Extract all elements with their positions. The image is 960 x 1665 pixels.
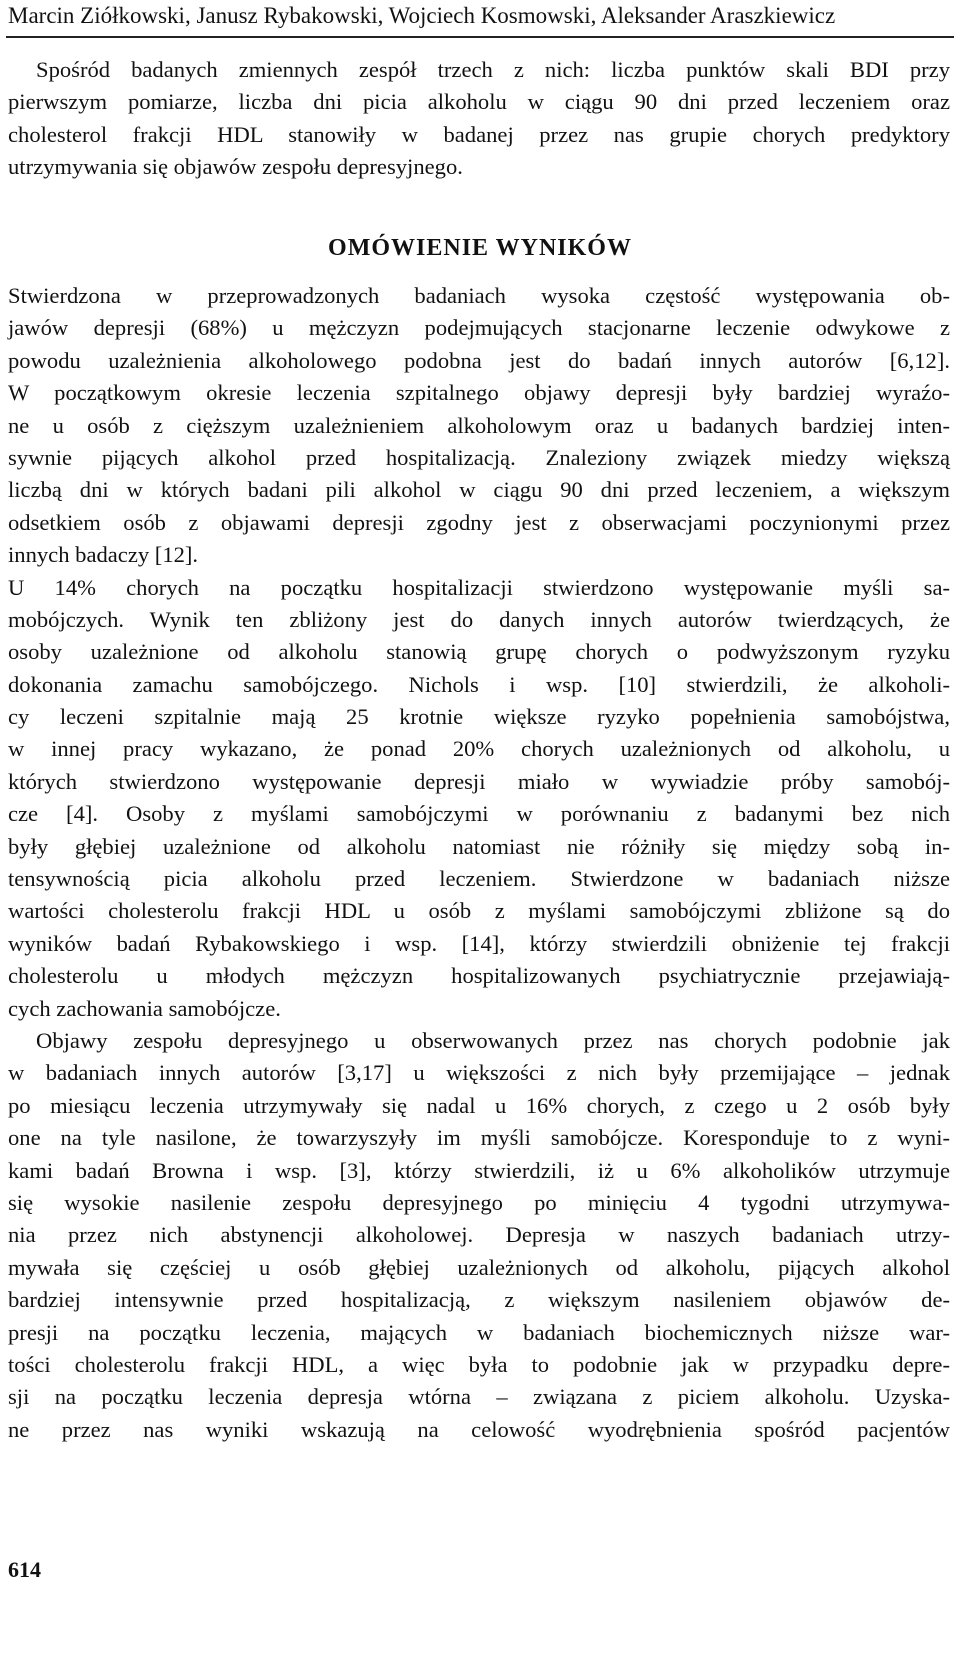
text-line: W początkowym okresie leczenia szpitalnego objawy depresji były bardziej wyraźo- <box>8 380 950 406</box>
text-line: innych badaczy [12]. <box>8 542 199 568</box>
text-line: jawów depresji (68%) u mężczyzn podejmujących stacjonarne leczenie odwykowe z <box>8 315 950 341</box>
text-line: cze [4]. Osoby z myślami samobójczymi w porównaniu z badanymi bez nich <box>8 801 950 827</box>
text-line: po miesiącu leczenia utrzymywały się nadal u 16% chorych, z czego u 2 osób były <box>8 1092 950 1118</box>
text-line: mobójczych. Wynik ten zbliżony jest do danych innych autorów twierdzących, że <box>8 606 950 632</box>
intro-line: cholesterol frakcji HDL stanowiły w badanej przez nas grupie chorych predyktory <box>8 121 950 147</box>
text-line: były głębiej uzależnione od alkoholu natomiast nie różniły się między sobą in- <box>8 833 950 859</box>
text-line: cholesterolu u młodych mężczyzn hospitalizowanych psychiatrycznie przejawiają- <box>8 963 950 989</box>
page-number: 614 <box>8 1557 41 1582</box>
text-line: w badaniach innych autorów [3,17] u większości z nich były przemijające – jednak <box>8 1060 950 1086</box>
text-line: wyników badań Rybakowskiego i wsp. [14], którzy stwierdzili obniżenie tej frakcji <box>8 930 950 956</box>
text-line: U 14% chorych na początku hospitalizacji stwierdzono występowanie myśli sa- <box>8 574 950 600</box>
text-line: dokonania zamachu samobójczego. Nichols i wsp. [10] stwierdzili, że alkoholi- <box>8 671 950 697</box>
text-line: tensywnością picia alkoholu przed leczeniem. Stwierdzone w badaniach niższe <box>8 866 950 892</box>
text-line: wartości cholesterolu frakcji HDL u osób z myślami samobójczymi zbliżone są do <box>8 898 950 924</box>
discussion-text <box>8 280 950 1446</box>
section-heading: OMÓWIENIE WYNIKÓW <box>328 235 632 261</box>
text-line: tości cholesterolu frakcji HDL, a więc była to podobnie jak w przypadku depre- <box>8 1351 950 1377</box>
intro-line: pierwszym pomiarze, liczba dni picia alkoholu w ciągu 90 dni przed leczeniem oraz <box>8 89 950 115</box>
intro-paragraph <box>8 54 950 184</box>
text-line: ne przez nas wyniki wskazują na celowość wyodrębnienia spośród pacjentów <box>8 1416 950 1442</box>
text-line: sywnie pijących alkohol przed hospitalizacją. Znaleziony związek miedzy większą <box>8 444 950 470</box>
text-line: one na tyle nasilone, że towarzyszyły im myśli samobójcze. Koresponduje to z wyni- <box>8 1125 950 1151</box>
text-line: mywała się częściej u osób głębiej uzależnionych od alkoholu, pijących alkohol <box>8 1254 950 1280</box>
text-line: odsetkiem osób z objawami depresji zgodny jest z obserwacjami poczynionymi przez <box>8 509 950 535</box>
intro-line: Spośród badanych zmiennych zespół trzech z nich: liczba punktów skali BDI przy <box>36 57 950 82</box>
text-line: ne u osób z cięższym uzależnieniem alkoholowym oraz u badanych bardziej inten- <box>8 412 950 438</box>
text-line: w innej pracy wykazano, że ponad 20% chorych uzależnionych od alkoholu, u <box>8 736 950 762</box>
running-head-authors: Marcin Ziółkowski, Janusz Rybakowski, Wojciech Kosmowski, Aleksander Araszkiewicz <box>8 3 836 28</box>
intro-line: utrzymywania się objawów zespołu depresyjnego. <box>8 154 463 180</box>
text-line: cych zachowania samobójcze. <box>8 995 281 1021</box>
header-rule <box>6 36 954 38</box>
text-line: sji na początku leczenia depresja wtórna – związana z piciem alkoholu. Uzyska- <box>8 1384 950 1410</box>
text-line: się wysokie nasilenie zespołu depresyjnego po minięciu 4 tygodni utrzymywa- <box>8 1189 950 1215</box>
text-line: Stwierdzona w przeprowadzonych badaniach wysoka częstość występowania ob- <box>8 283 950 308</box>
text-line: kami badań Browna i wsp. [3], którzy stwierdzili, iż u 6% alkoholików utrzymuje <box>8 1157 950 1183</box>
text-line: liczbą dni w których badani pili alkohol w ciągu 90 dni przed leczeniem, a większym <box>8 477 950 503</box>
text-line: Objawy zespołu depresyjnego u obserwowanych przez nas chorych podobnie jak <box>36 1027 950 1053</box>
text-line: których stwierdzono występowanie depresji miało w wywiadzie próby samobój- <box>8 768 950 794</box>
text-line: presji na początku leczenia, mających w badaniach biochemicznych niższe war- <box>8 1319 950 1345</box>
text-line: cy leczeni szpitalnie mają 25 krotnie większe ryzyko popełnienia samobójstwa, <box>8 704 950 730</box>
text-line: nia przez nich abstynencji alkoholowej. Depresja w naszych badaniach utrzy- <box>8 1222 950 1248</box>
text-line: bardziej intensywnie przed hospitalizacją, z większym nasileniem objawów de- <box>8 1287 950 1313</box>
text-line: osoby uzależnione od alkoholu stanowią grupę chorych o podwyższonym ryzyku <box>8 639 950 665</box>
text-line: powodu uzależnienia alkoholowego podobna jest do badań innych autorów [6,12]. <box>8 347 950 373</box>
